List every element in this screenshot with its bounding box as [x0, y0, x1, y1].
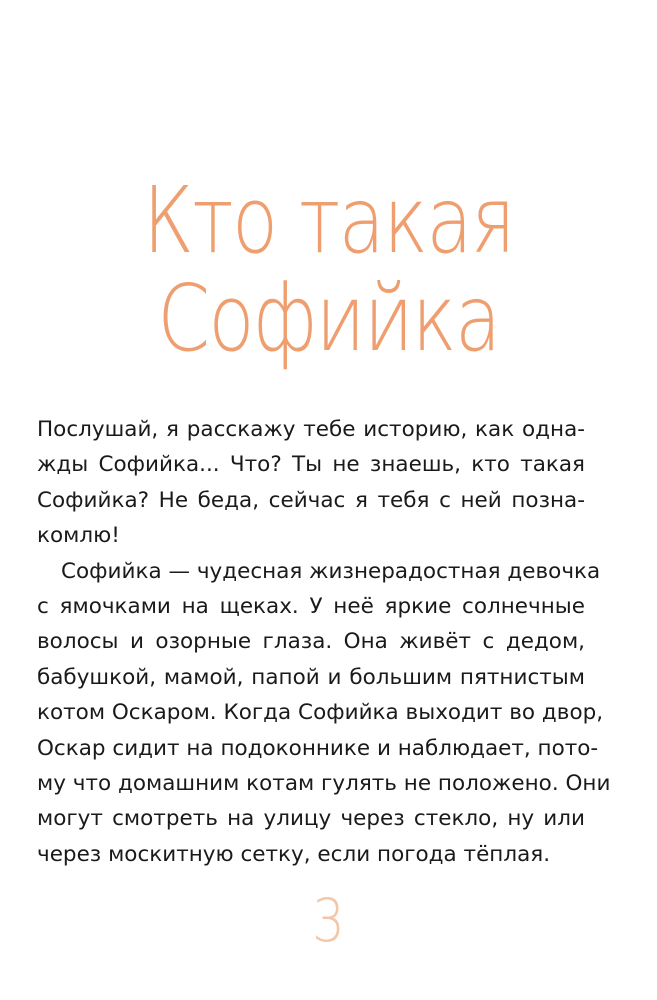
chapter-title-line-1: Кто такая: [143, 167, 514, 274]
body-text: [37, 412, 611, 872]
text-line: через москитную сетку, если погода тёплая.: [37, 841, 551, 867]
text-line: волосы и озорные глаза. Она живёт с дедом,: [37, 629, 585, 655]
chapter-title: [59, 167, 598, 372]
text-line: Софийка? Не беда, сейчас я тебя с ней позна-: [37, 487, 585, 513]
text-line: Послушай, я расскажу тебе историю, как одна-: [37, 417, 585, 442]
text-line: котом Оскаром. Когда Софийка выходит во двор,: [37, 700, 604, 726]
chapter-title-line-2: Софийка: [157, 265, 500, 372]
text-line: Софийка — чудесная жизнерадостная девочка: [61, 558, 601, 584]
page-number: 3: [312, 886, 345, 956]
text-line: бабушкой, мамой, папой и большим пятнистым: [37, 664, 585, 690]
text-line: с ямочками на щеках. У неё яркие солнечные: [37, 593, 585, 619]
text-line: жды Софийка... Что? Ты не знаешь, кто такая: [37, 452, 585, 478]
text-line: Оскар сидит на подоконнике и наблюдает, пото-: [37, 735, 599, 761]
text-line: комлю!: [37, 523, 120, 549]
text-line: му что домашним котам гулять не положено. Они: [37, 770, 611, 796]
text-line: могут смотреть на улицу через стекло, ну или: [37, 806, 585, 832]
